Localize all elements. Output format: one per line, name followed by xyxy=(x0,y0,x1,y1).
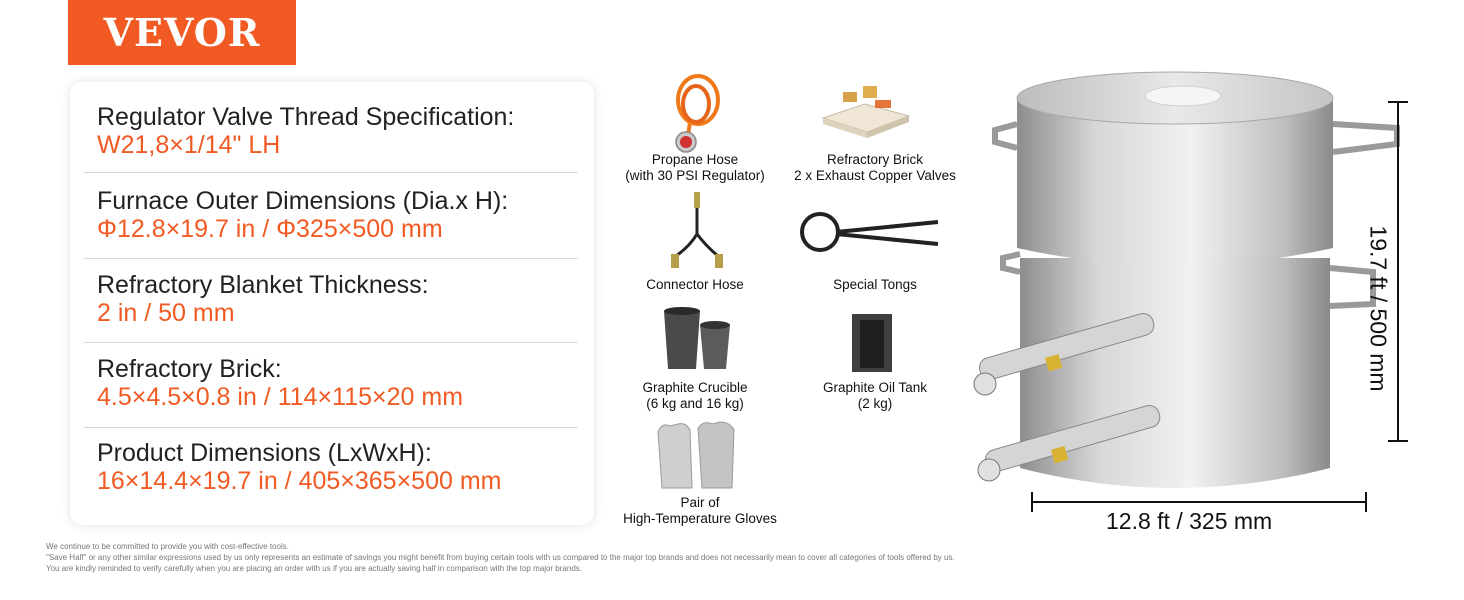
divider xyxy=(84,342,578,343)
width-dimension-label: 12.8 ft / 325 mm xyxy=(1106,508,1273,534)
spec-label: Refractory Blanket Thickness: xyxy=(97,271,429,299)
spec-label: Refractory Brick: xyxy=(97,355,282,383)
spec-thread xyxy=(97,103,567,159)
accessory-caption xyxy=(605,152,785,184)
accessory-caption xyxy=(605,380,785,412)
connector-hose-icon xyxy=(662,190,732,275)
accessory-caption xyxy=(605,495,795,527)
divider xyxy=(84,172,578,173)
accessory-detail: (with 30 PSI Regulator) xyxy=(625,168,765,183)
accessory-caption xyxy=(780,152,970,184)
spec-blanket-thickness xyxy=(97,271,567,327)
spec-label: Regulator Valve Thread Specification: xyxy=(97,103,515,131)
propane-hose-icon xyxy=(660,70,730,155)
spec-value: Φ12.8×19.7 in / Φ325×500 mm xyxy=(97,215,443,243)
accessory-name: Refractory Brick xyxy=(826,152,924,167)
spec-label: Furnace Outer Dimensions (Dia.x H): xyxy=(97,187,509,215)
gloves-icon xyxy=(652,418,742,493)
spec-outer-dimensions xyxy=(97,187,567,243)
disclaimer-line: You are kindly reminded to verify carefully when you are placing an order with us if you are actually saving half in comparison with the top major brands. xyxy=(46,564,582,573)
accessory-name: Special Tongs xyxy=(833,277,917,292)
spec-product-dimensions xyxy=(97,439,567,495)
vevor-logo xyxy=(68,0,296,65)
accessory-detail: High-Temperature Gloves xyxy=(623,511,777,526)
accessory-detail: (2 kg) xyxy=(857,396,893,411)
spec-value: 16×14.4×19.7 in / 405×365×500 mm xyxy=(97,467,502,495)
furnace-image xyxy=(965,68,1425,508)
graphite-crucible-icon xyxy=(660,305,735,375)
accessory-detail: (6 kg and 16 kg) xyxy=(646,396,744,411)
graphite-oil-tank-icon xyxy=(850,312,894,374)
accessory-detail: 2 x Exhaust Copper Valves xyxy=(794,168,956,183)
logo-text: VEVOR xyxy=(103,10,261,55)
divider xyxy=(84,258,578,259)
spec-value: 2 in / 50 mm xyxy=(97,299,235,327)
divider xyxy=(84,427,578,428)
accessory-name: Graphite Oil Tank xyxy=(822,380,928,395)
spec-card xyxy=(70,82,594,525)
spec-value: W21,8×1/14" LH xyxy=(97,131,281,159)
accessory-name: Propane Hose xyxy=(651,152,739,167)
disclaimer xyxy=(46,541,1146,574)
spec-refractory-brick xyxy=(97,355,567,411)
disclaimer-line: We continue to be committed to provide you with cost-effective tools. xyxy=(46,542,289,551)
accessory-name: Pair of xyxy=(680,495,720,510)
accessory-caption xyxy=(780,277,970,293)
accessory-name: Graphite Crucible xyxy=(642,380,748,395)
accessory-caption xyxy=(605,277,785,293)
height-dimension-label: 19.7 ft / 500 mm xyxy=(1365,225,1392,392)
spec-label: Product Dimensions (LxWxH): xyxy=(97,439,432,467)
spec-value: 4.5×4.5×0.8 in / 114×115×20 mm xyxy=(97,383,464,411)
accessory-caption xyxy=(780,380,970,412)
refractory-brick-icon xyxy=(815,80,915,140)
disclaimer-line: "Save Half" or any other similar expressions used by us only represents an estimate of savings you might benefit from buying certain tools with us compared to the major top brands and does not necessarily mean to cover all categories of tools offered by us. xyxy=(46,553,955,562)
tongs-icon xyxy=(792,210,942,260)
accessory-name: Connector Hose xyxy=(646,277,744,292)
